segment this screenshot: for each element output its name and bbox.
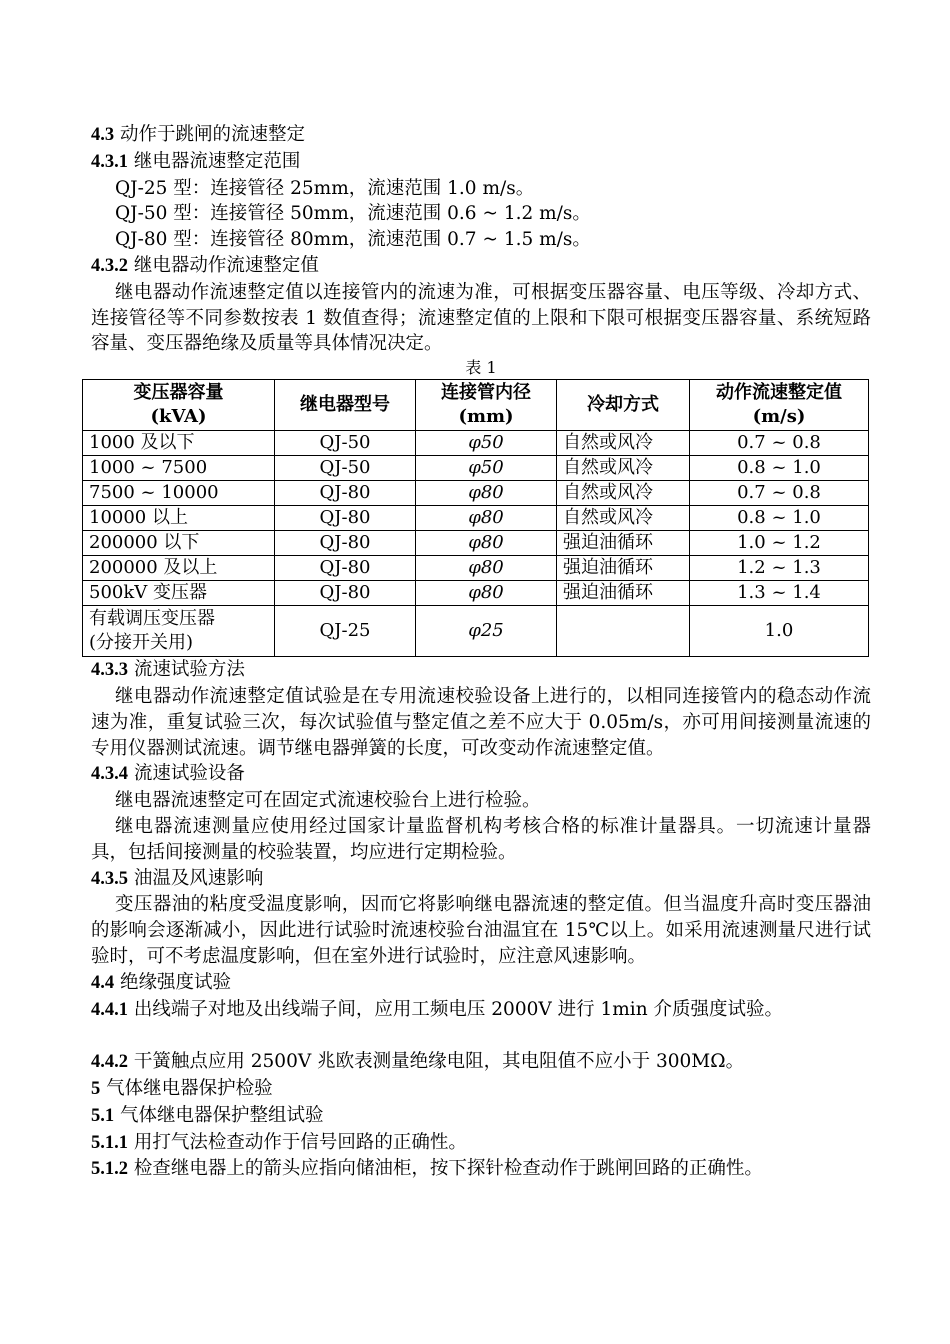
- cell-diameter: φ80: [416, 481, 557, 506]
- blank-line: [91, 1023, 871, 1049]
- section-5-1-2-text: 5.1.2 检查继电器上的箭头应指向储油柜，按下探针检查动作于跳闸回路的正确性。: [91, 1158, 763, 1180]
- cell-model: QJ-80: [275, 581, 416, 606]
- cell-diameter: φ80: [416, 506, 557, 531]
- cell-diameter: φ80: [416, 556, 557, 581]
- cell-capacity: 200000 及以上: [83, 556, 275, 581]
- header-capacity: 变压器容量 (kVA): [83, 380, 275, 431]
- section-4-3-2-paragraph: 继电器动作流速整定值以连接管内的流速为准，可根据变压器容量、电压等级、冷却方式、连接管径等不同参数按表 1 数值查得；流速整定值的上限和下限可根据变压器容量、系统短路容量、变压器绝缘及质量等具体情况决定。: [91, 281, 871, 355]
- cell-diameter: φ80: [416, 531, 557, 556]
- section-4-4-1-text: 4.4.1 出线端子对地及出线端子间，应用工频电压 2000V 进行 1min 介质强度试验。: [91, 998, 784, 1020]
- section-5-1-heading: 5.1 气体继电器保护整组试验: [91, 1104, 324, 1126]
- cell-cooling: 自然或风冷: [557, 431, 690, 456]
- cell-model: QJ-80: [275, 481, 416, 506]
- section-4-4-heading: 4.4 绝缘强度试验: [91, 971, 232, 993]
- table-caption: 表 1: [465, 358, 497, 378]
- cell-cooling: 强迫油循环: [557, 531, 690, 556]
- cell-capacity: 7500 ~ 10000: [83, 481, 275, 506]
- cell-capacity: 1000 及以下: [83, 431, 275, 456]
- cell-speed: 0.7 ~ 0.8: [690, 431, 869, 456]
- cell-model: QJ-25: [275, 606, 416, 657]
- header-cooling: 冷却方式: [557, 380, 690, 431]
- section-4-3-1-heading: 4.3.1 继电器流速整定范围: [91, 150, 301, 172]
- document-page: [91, 122, 871, 1183]
- section-4-3-2-heading: 4.3.2 继电器动作流速整定值: [91, 254, 319, 276]
- cell-speed: 1.0 ~ 1.2: [690, 531, 869, 556]
- cell-cooling: 强迫油循环: [557, 556, 690, 581]
- cell-speed: 1.0: [690, 606, 869, 657]
- section-4-3-3-heading: 4.3.3 流速试验方法: [91, 659, 245, 681]
- section-4-3-3-paragraph: 继电器动作流速整定值试验是在专用流速校验设备上进行的，以相同连接管内的稳态动作流速为准，重复试验三次，每次试验值与整定值之差不应大于 0.05m/s，亦可用间接测量流速的专用仪器测试流速。调节继电器弹簧的长度，可改变动作流速整定值。: [91, 685, 871, 759]
- range-line: QJ-50 型：连接管径 50mm，流速范围 0.6 ~ 1.2 m/s。: [115, 203, 591, 225]
- table-row: [83, 556, 869, 581]
- cell-cooling: 自然或风冷: [557, 481, 690, 506]
- cell-capacity: 1000 ~ 7500: [83, 456, 275, 481]
- section-4-3-4-paragraph: 继电器流速测量应使用经过国家计量监督机构考核合格的标准计量器具。一切流速计量器具，包括间接测量的校验装置，均应进行定期检验。: [91, 815, 871, 863]
- cell-model: QJ-80: [275, 506, 416, 531]
- section-4-3-4-paragraph: 继电器流速整定可在固定式流速校验台上进行检验。: [115, 790, 541, 812]
- cell-cooling: 自然或风冷: [557, 506, 690, 531]
- cell-model: QJ-80: [275, 556, 416, 581]
- cell-model: QJ-80: [275, 531, 416, 556]
- cell-capacity: 有载调压变压器 (分接开关用): [83, 606, 275, 657]
- cell-cooling: 强迫油循环: [557, 581, 690, 606]
- cell-speed: 1.2 ~ 1.3: [690, 556, 869, 581]
- cell-diameter: φ50: [416, 456, 557, 481]
- section-4-3-4-heading: 4.3.4 流速试验设备: [91, 763, 245, 785]
- table-row: [83, 431, 869, 456]
- table-row: [83, 506, 869, 531]
- section-4-3-5-heading: 4.3.5 油温及风速影响: [91, 867, 264, 889]
- section-5-heading: 5 气体继电器保护检验: [91, 1077, 273, 1099]
- table-header-row: [83, 380, 869, 431]
- cell-capacity: 500kV 变压器: [83, 581, 275, 606]
- cell-cooling: 自然或风冷: [557, 456, 690, 481]
- range-line: QJ-80 型：连接管径 80mm，流速范围 0.7 ~ 1.5 m/s。: [115, 229, 591, 251]
- cell-capacity: 10000 以上: [83, 506, 275, 531]
- cell-speed: 1.3 ~ 1.4: [690, 581, 869, 606]
- table-row: [83, 456, 869, 481]
- table-row: [83, 606, 869, 657]
- range-line: QJ-25 型：连接管径 25mm，流速范围 1.0 m/s。: [115, 177, 535, 199]
- cell-cooling: [557, 606, 690, 657]
- section-4-4-2-text: 4.4.2 干簧触点应用 2500V 兆欧表测量绝缘电阻，其电阻值不应小于 300MΩ。: [91, 1051, 745, 1073]
- cell-speed: 0.8 ~ 1.0: [690, 506, 869, 531]
- cell-diameter: φ80: [416, 581, 557, 606]
- cell-speed: 0.8 ~ 1.0: [690, 456, 869, 481]
- table-row: [83, 581, 869, 606]
- cell-diameter: φ50: [416, 431, 557, 456]
- section-5-1-1-text: 5.1.1 用打气法检查动作于信号回路的正确性。: [91, 1131, 467, 1153]
- cell-model: QJ-50: [275, 431, 416, 456]
- cell-capacity: 200000 以下: [83, 531, 275, 556]
- cell-diameter: φ25: [416, 606, 557, 657]
- table-row: [83, 481, 869, 506]
- header-speed: 动作流速整定值 (m/s): [690, 380, 869, 431]
- header-diameter: 连接管内径 (mm): [416, 380, 557, 431]
- cell-model: QJ-50: [275, 456, 416, 481]
- section-4-3-5-paragraph: 变压器油的粘度受温度影响，因而它将影响继电器流速的整定值。但当温度升高时变压器油的影响会逐渐减小，因此进行试验时流速校验台油温宜在 15℃以上。如采用流速测量尺进行试验时，可不考虑温度影响，但在室外进行试验时，应注意风速影响。: [91, 894, 871, 967]
- table-row: [83, 531, 869, 556]
- cell-speed: 0.7 ~ 0.8: [690, 481, 869, 506]
- flow-setting-table: [82, 379, 869, 657]
- section-4-3-heading: 4.3 动作于跳闸的流速整定: [91, 124, 306, 145]
- header-model: 继电器型号: [275, 380, 416, 431]
